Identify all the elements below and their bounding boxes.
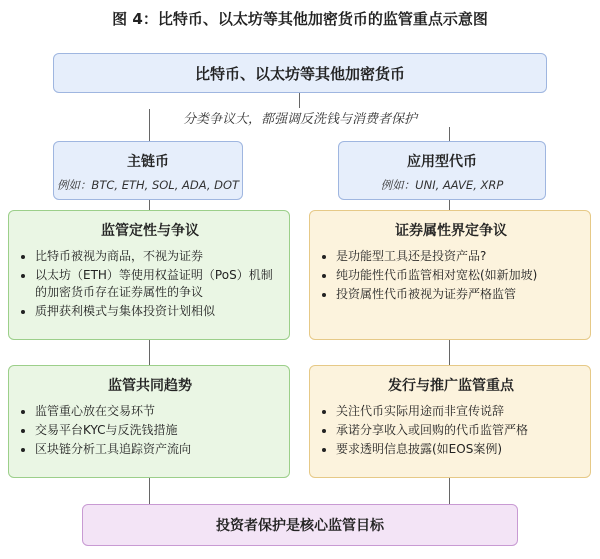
list-item: • 比特币被视为商品，不视为证券 <box>35 248 279 265</box>
common-trends-box <box>8 365 290 478</box>
list-item: • 质押获利模式与集体投资计划相似 <box>35 303 279 320</box>
connector-right-1 <box>449 200 450 210</box>
connector-left-1 <box>149 200 150 210</box>
regulatory-nature-title: 监管定性与争议 <box>101 223 199 239</box>
bottom-box <box>82 504 518 546</box>
list-item: • 要求透明信息披露(如EOS案例) <box>336 441 580 458</box>
list-item: • 关注代币实际用途而非宣传说辞 <box>336 403 580 420</box>
issuance-focus-box <box>309 365 591 478</box>
figure-title: 图 4：比特币、以太坊等其他加密货币的监管重点示意图 <box>112 10 488 28</box>
bottom-box-label: 投资者保护是核心监管目标 <box>216 518 384 534</box>
list-item: • 以太坊（ETH）等使用权益证明（PoS）机制的加密货币存在证券属性的争议 <box>35 267 279 301</box>
issuance-focus-list <box>322 403 580 458</box>
regulatory-nature-list <box>21 248 279 320</box>
security-attribute-title: 证券属性界定争议 <box>395 223 507 239</box>
main-chain-box <box>53 141 243 200</box>
connector-right-3 <box>449 478 450 504</box>
list-item: • 区块链分析工具追踪资产流向 <box>35 441 279 458</box>
branch-label: 分类争议大，都强调反洗钱与消费者保护 <box>150 108 450 127</box>
regulatory-nature-box <box>8 210 290 340</box>
list-item: • 是功能型工具还是投资产品? <box>336 248 580 265</box>
app-token-title: 应用型代币 <box>407 154 477 170</box>
common-trends-title: 监管共同趋势 <box>108 378 192 394</box>
connector-top-vertical <box>299 93 300 109</box>
issuance-focus-title: 发行与推广监管重点 <box>388 378 514 394</box>
security-attribute-box <box>309 210 591 340</box>
main-chain-title: 主链币 <box>127 154 169 170</box>
list-item: • 投资属性代币被视为证券严格监管 <box>336 286 580 303</box>
list-item: • 监管重心放在交易环节 <box>35 403 279 420</box>
app-token-examples: 例如：UNI, AAVE, XRP <box>380 178 504 192</box>
connector-left-2 <box>149 340 150 365</box>
connector-left-3 <box>149 478 150 504</box>
common-trends-list <box>21 403 279 458</box>
app-token-box <box>338 141 546 200</box>
top-box <box>53 53 547 93</box>
top-box-label: 比特币、以太坊等其他加密货币 <box>194 64 405 83</box>
main-chain-examples: 例如：BTC, ETH, SOL, ADA, DOT <box>56 178 240 192</box>
list-item: • 纯功能性代币监管相对宽松(如新加坡) <box>336 267 580 284</box>
connector-right-2 <box>449 340 450 365</box>
security-attribute-list <box>322 248 580 303</box>
list-item: • 交易平台KYC与反洗钱措施 <box>35 422 279 439</box>
list-item: • 承诺分享收入或回购的代币监管严格 <box>336 422 580 439</box>
